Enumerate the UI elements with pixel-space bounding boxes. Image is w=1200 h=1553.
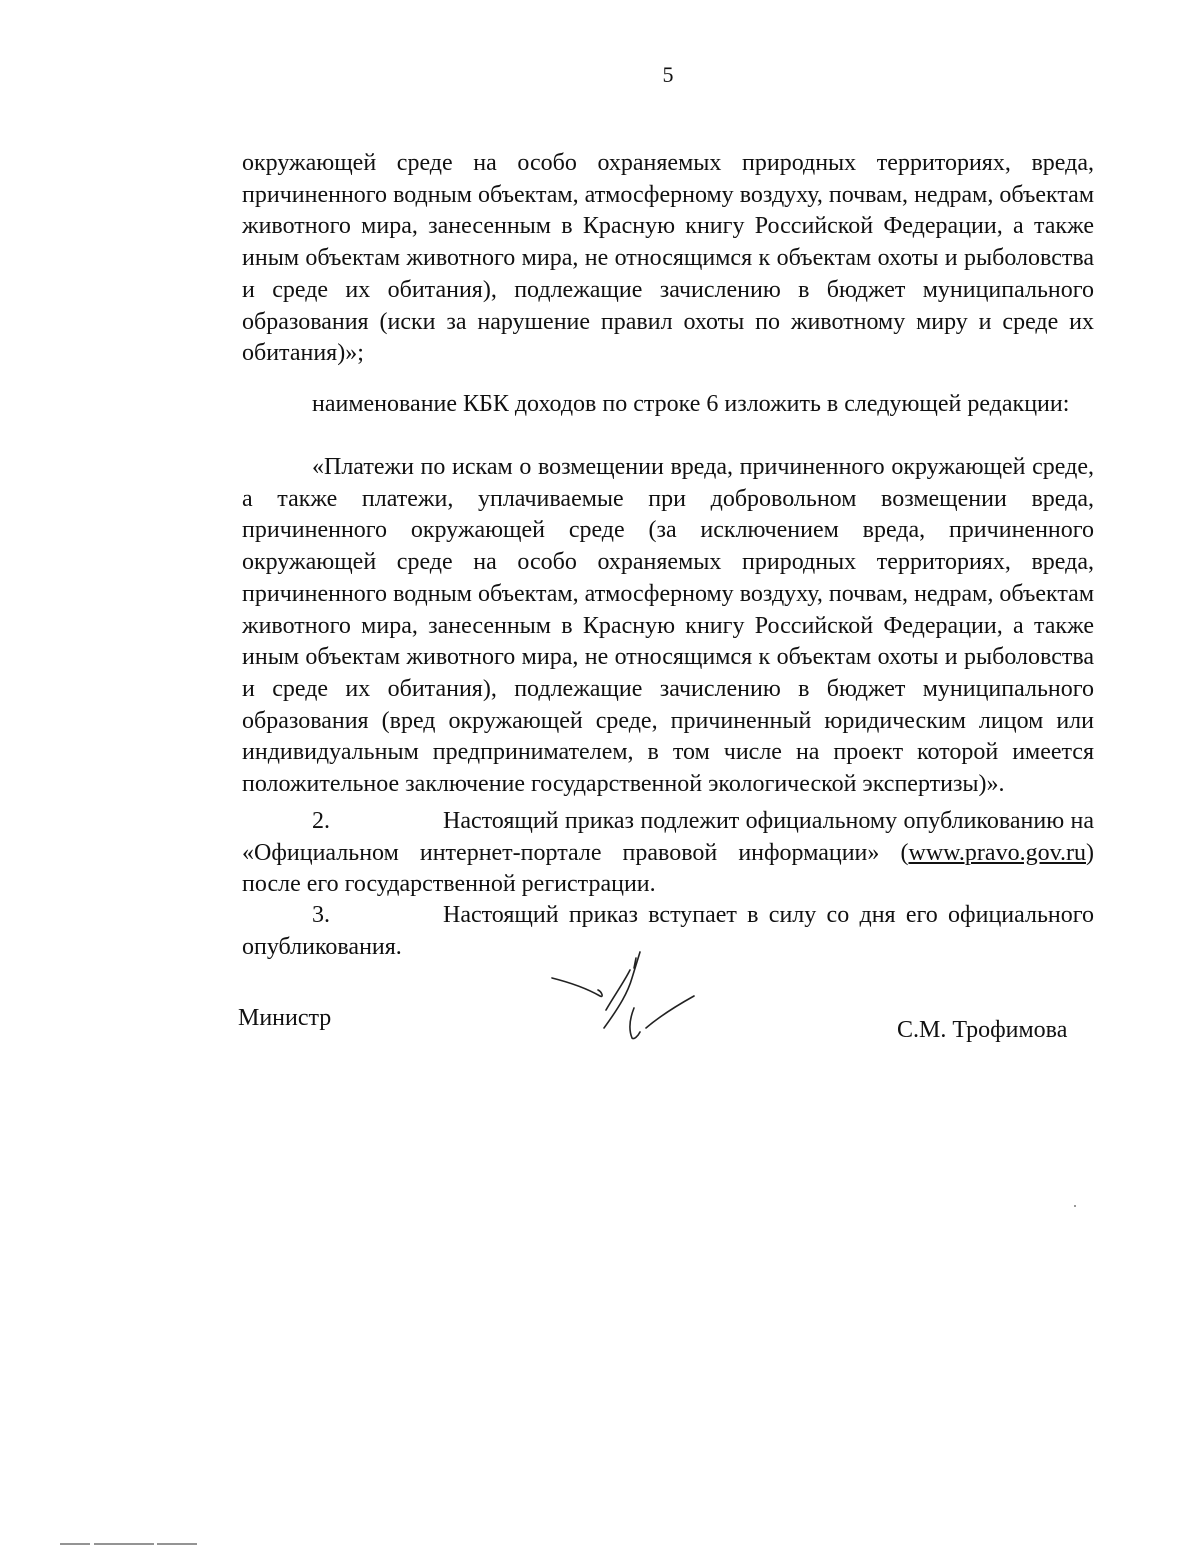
- list-item-text: Настоящий приказ вступает в силу со дня его официального опубликования.: [242, 902, 1094, 960]
- list-item-text: Настоящий приказ подлежит официальному опубликованию на «Официальном интернет-портале правовой информации» (: [242, 808, 1094, 866]
- pravo-link[interactable]: www.pravo.gov.ru: [908, 839, 1086, 866]
- signatory-position: Министр: [238, 1005, 332, 1031]
- page-number: 5: [662, 62, 674, 87]
- list-item-number: 2.: [312, 808, 330, 834]
- list-item-publication: [242, 806, 1094, 901]
- paragraph-kbk-naming: наименование КБК доходов по строке 6 изложить в следующей редакции:: [312, 391, 1070, 417]
- paragraph-continuation: окружающей среде на особо охраняемых природных территориях, вреда, причиненного водным объектам, атмосферному воздуху, почвам, недрам, объектам животного мира, занесенным в Красную книгу Российской Федерации, а также иным объектам животного мира, не относящимся к объектам охоты и рыболовства и среде их обитания), подлежащие зачислению в бюджет муниципального образования (иски за нарушение правил охоты по животному миру и среде их обитания)»;: [242, 150, 1094, 367]
- list-item-number: 3.: [312, 902, 330, 928]
- scan-artifact: [1072, 1203, 1078, 1209]
- signatory-name: С.М. Трофимова: [897, 1017, 1068, 1043]
- paragraph-quoted-definition: «Платежи по искам о возмещении вреда, причиненного окружающей среде, а также платежи, уплачиваемые при добровольном возмещении вреда, причиненного окружающей среде (за исключением вреда, причиненного окружающей среде на особо охраняемых природных территориях, вреда, причиненного водным объектам, атмосферному воздуху, почвам, недрам, объектам животного мира, занесенным в Красную книгу Российской Федерации, а также иным объектам животного мира, не относящимся к объектам охоты и рыболовства и среде их обитания), подлежащие зачислению в бюджет муниципального образования (вред окружающей среде, причиненный юридическим лицом или индивидуальным предпринимателем, в том числе на проект которой имеется положительное заключение государственной экологической экспертизы)».: [242, 454, 1094, 798]
- list-item-text-tail: ) после его государственной регистрации.: [242, 839, 1094, 898]
- scan-artifact: [60, 1541, 210, 1547]
- handwritten-signature: [548, 948, 708, 1048]
